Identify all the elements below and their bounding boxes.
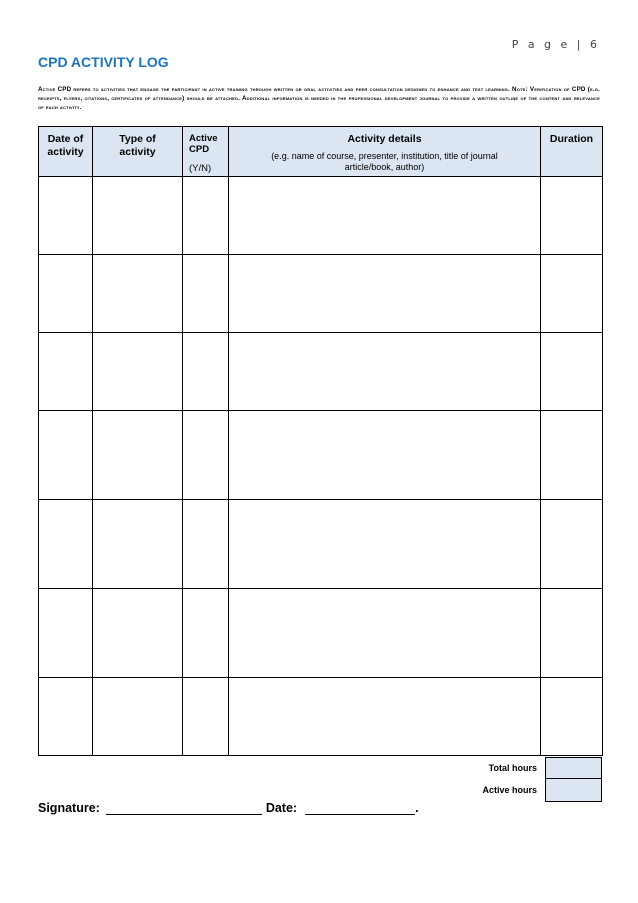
cell-active[interactable] bbox=[183, 411, 229, 500]
cpd-log-table bbox=[38, 126, 603, 756]
active-hours-field[interactable] bbox=[545, 779, 602, 802]
cell-active[interactable] bbox=[183, 589, 229, 678]
cell-active[interactable] bbox=[183, 678, 229, 756]
page-number: P a g e | 6 bbox=[511, 38, 600, 51]
signature-label: Signature: bbox=[38, 801, 100, 815]
hours-summary bbox=[38, 757, 602, 801]
cell-duration[interactable] bbox=[541, 411, 603, 500]
cell-details[interactable] bbox=[229, 177, 541, 255]
cell-duration[interactable] bbox=[541, 177, 603, 255]
header-active-yn: (Y/N) bbox=[189, 163, 212, 174]
cell-date[interactable] bbox=[39, 678, 93, 756]
date-field[interactable] bbox=[305, 801, 415, 815]
cell-duration[interactable] bbox=[541, 678, 603, 756]
cell-type[interactable] bbox=[93, 177, 183, 255]
cell-type[interactable] bbox=[93, 411, 183, 500]
header-activity-details: Activity details (e.g. name of course, presenter, institution, title of journal article/book, author) bbox=[229, 127, 541, 177]
header-date: Date of activity bbox=[39, 127, 93, 177]
table-row bbox=[39, 500, 603, 589]
signature-line bbox=[38, 801, 419, 815]
header-active-cpd: Active CPD (Y/N) bbox=[183, 127, 229, 177]
cell-type[interactable] bbox=[93, 500, 183, 589]
cell-duration[interactable] bbox=[541, 255, 603, 333]
cell-type[interactable] bbox=[93, 333, 183, 411]
total-hours-label: Total hours bbox=[488, 763, 537, 773]
cell-date[interactable] bbox=[39, 589, 93, 678]
cell-date[interactable] bbox=[39, 177, 93, 255]
table-row bbox=[39, 678, 603, 756]
active-hours-label: Active hours bbox=[482, 785, 537, 795]
cell-details[interactable] bbox=[229, 589, 541, 678]
cell-active[interactable] bbox=[183, 500, 229, 589]
header-duration: Duration bbox=[541, 127, 603, 177]
cell-duration[interactable] bbox=[541, 589, 603, 678]
cell-date[interactable] bbox=[39, 411, 93, 500]
cell-type[interactable] bbox=[93, 589, 183, 678]
cell-details[interactable] bbox=[229, 333, 541, 411]
table-row bbox=[39, 177, 603, 255]
cell-active[interactable] bbox=[183, 177, 229, 255]
table-row bbox=[39, 411, 603, 500]
cell-type[interactable] bbox=[93, 678, 183, 756]
cell-date[interactable] bbox=[39, 333, 93, 411]
total-hours-row bbox=[38, 757, 602, 779]
table-header-row bbox=[39, 127, 603, 177]
intro-paragraph: Active CPD refers to activities that engage the participant in active training through written or oral activities and peer consultation designed to enhance and test learning. Note: Verification of CPD (e.g. receipts, flyers, citations, certificates of attendance) should be attached. Additional information is needed in the professional development journal to provide a written outline of the content and relevance of each activity. bbox=[38, 86, 600, 111]
cell-date[interactable] bbox=[39, 255, 93, 333]
cell-type[interactable] bbox=[93, 255, 183, 333]
cell-duration[interactable] bbox=[541, 500, 603, 589]
table-row bbox=[39, 333, 603, 411]
total-hours-field[interactable] bbox=[545, 757, 602, 779]
header-details-hint: (e.g. name of course, presenter, institution, title of journal article/book, author) bbox=[271, 151, 498, 172]
cell-details[interactable] bbox=[229, 255, 541, 333]
cell-date[interactable] bbox=[39, 500, 93, 589]
date-label: Date: bbox=[265, 801, 298, 815]
table-row bbox=[39, 589, 603, 678]
header-type: Type of activity bbox=[93, 127, 183, 177]
cell-duration[interactable] bbox=[541, 333, 603, 411]
page-title: CPD ACTIVITY LOG bbox=[38, 54, 169, 70]
signature-field[interactable] bbox=[106, 801, 262, 815]
cell-details[interactable] bbox=[229, 500, 541, 589]
active-hours-row bbox=[38, 779, 602, 801]
cell-active[interactable] bbox=[183, 333, 229, 411]
date-trailing-dot: . bbox=[415, 801, 419, 815]
cell-details[interactable] bbox=[229, 678, 541, 756]
cell-details[interactable] bbox=[229, 411, 541, 500]
cell-active[interactable] bbox=[183, 255, 229, 333]
table-row bbox=[39, 255, 603, 333]
